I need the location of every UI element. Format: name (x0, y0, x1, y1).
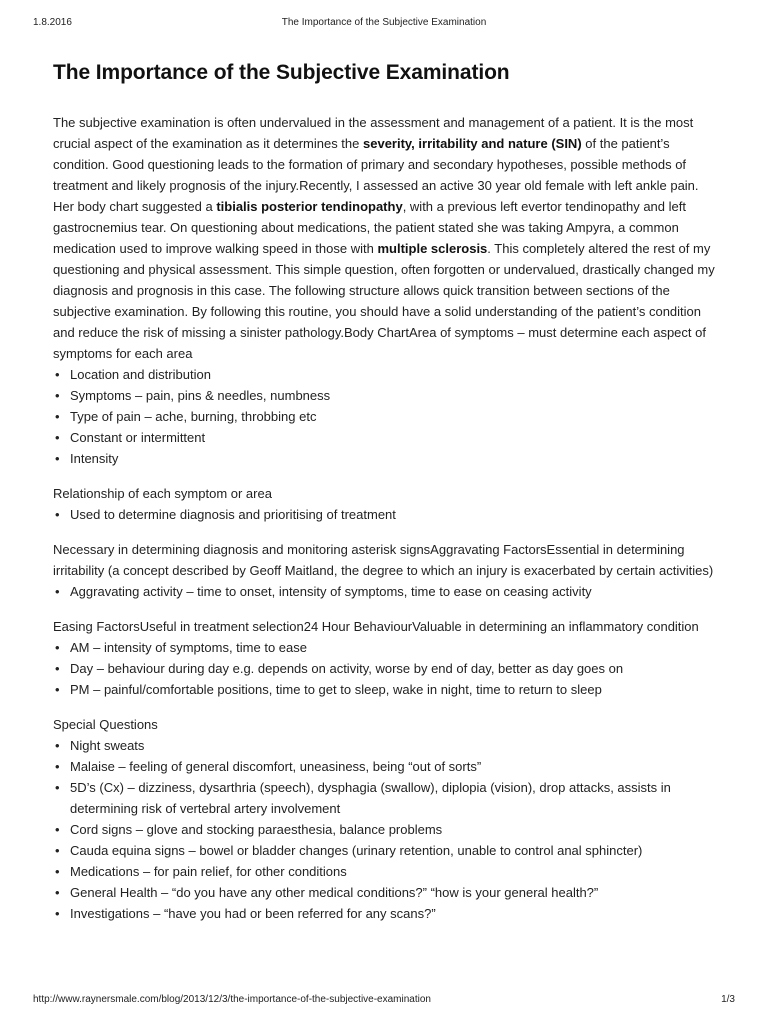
intro-bold-tendinopathy: tibialis posterior tendinopathy (216, 199, 403, 214)
list-item: • Malaise – feeling of general discomfort, uneasiness, being “out of sorts” (53, 756, 721, 777)
list-item: • Location and distribution (53, 364, 721, 385)
article (53, 60, 721, 924)
list-item: • Symptoms – pain, pins & needles, numbness (53, 385, 721, 406)
page-url: http://www.raynersmale.com/blog/2013/12/3/the-importance-of-the-subjective-examination (33, 994, 431, 1005)
list-item: • PM – painful/comfortable positions, time to get to sleep, wake in night, time to return to sleep (53, 679, 721, 700)
intro-text-4: . This completely altered the rest of my questioning and physical assessment. This simple question, often forgotten or undervalued, drastically changed my diagnosis and prognosis in this case. The following structure allows quick transition between sections of the subjective examination. By following this routine, you should have a solid understanding of the patient’s condition and reduce the risk of missing a sinister pathology.Body ChartArea of symptoms – must determine each aspect of symptoms for each area (53, 241, 715, 361)
list-item: • Cauda equina signs – bowel or bladder changes (urinary retention, unable to control anal sphincter) (53, 840, 721, 861)
behaviour-list (53, 637, 721, 700)
intro-text-3: , with a previous left evertor tendinopathy and left gastrocnemius tear. On questioning about medications, the patient stated she was taking Ampyra, a common medication used to improve walking speed in those with (53, 199, 686, 256)
list-item: • Aggravating activity – time to onset, intensity of symptoms, time to ease on ceasing activity (53, 581, 721, 602)
list-item: • Type of pain – ache, burning, throbbing etc (53, 406, 721, 427)
list-item: • Night sweats (53, 735, 721, 756)
intro-bold-ms: multiple sclerosis (377, 241, 488, 256)
easing-paragraph: Easing FactorsUseful in treatment selection24 Hour BehaviourValuable in determining an inflammatory condition (53, 619, 699, 634)
relationship-paragraph: Relationship of each symptom or area (53, 486, 272, 501)
page-title: The Importance of the Subjective Examination (53, 61, 510, 84)
list-item: • 5D’s (Cx) – dizziness, dysarthria (speech), dysphagia (swallow), diplopia (vision), drop attacks, assists in determining risk of vertebral artery involvement (53, 777, 721, 819)
special-questions-list (53, 735, 721, 924)
special-questions-heading: Special Questions (53, 717, 158, 732)
list-item: • Medications – for pain relief, for other conditions (53, 861, 721, 882)
body-chart-list (53, 364, 721, 469)
list-item: • Used to determine diagnosis and prioritising of treatment (53, 504, 721, 525)
aggravating-paragraph: Necessary in determining diagnosis and monitoring asterisk signsAggravating FactorsEssential in determining irritability (a concept described by Geoff Maitland, the degree to which an injury is exacerbated by certain activities) (53, 542, 714, 578)
intro-paragraph (53, 112, 721, 364)
list-item: • General Health – “do you have any other medical conditions?” “how is your general health?” (53, 882, 721, 903)
aggravating-list (53, 581, 721, 602)
print-header (33, 17, 735, 31)
list-item: • Day – behaviour during day e.g. depends on activity, worse by end of day, better as day goes on (53, 658, 721, 679)
list-item: • Intensity (53, 448, 721, 469)
print-title: The Importance of the Subjective Examination (281, 17, 487, 28)
intro-text-1: The subjective examination is often undervalued in the assessment and management of a patient. It is the most crucial aspect of the examination as it determines the (53, 115, 694, 151)
intro-bold-sin: severity, irritability and nature (SIN) (363, 136, 582, 151)
relationship-list (53, 504, 721, 525)
list-item: • AM – intensity of symptoms, time to ease (53, 637, 721, 658)
list-item: • Constant or intermittent (53, 427, 721, 448)
print-date: 1.8.2016 (33, 17, 72, 28)
intro-text-2: of the patient’s condition. Good questioning leads to the formation of primary and secondary hypotheses, possible methods of treatment and likely prognosis of the injury.Recently, I assessed an active 30 year old female with left ankle pain. Her body chart suggested a (53, 136, 699, 214)
list-item: • Cord signs – glove and stocking paraesthesia, balance problems (53, 819, 721, 840)
print-footer (33, 994, 735, 1008)
list-item: • Investigations – “have you had or been referred for any scans?” (53, 903, 721, 924)
page-number: 1/3 (721, 994, 735, 1005)
